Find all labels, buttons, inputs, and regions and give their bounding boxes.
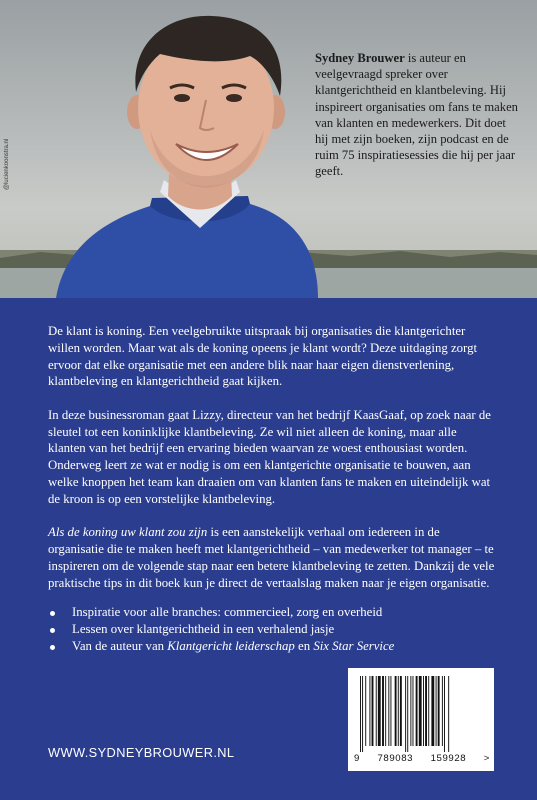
barcode-bar [378, 676, 381, 746]
barcode-bar [413, 676, 414, 746]
photo-credit: @lucienkoonstra.nl [4, 138, 10, 190]
barcode-bar [431, 676, 434, 746]
book-title: Als de koning uw klant zou zijn [48, 525, 208, 540]
barcode-bar [372, 676, 374, 746]
barcode-bar [390, 676, 391, 746]
bullet-icon [50, 645, 55, 650]
barcode-bar [448, 676, 449, 752]
barcode-bar [444, 676, 445, 752]
bullet-text: Van de auteur van [72, 638, 168, 653]
book-title-1: Klantgericht leiderschap [167, 638, 295, 653]
isbn-group-1: 789083 [377, 753, 414, 764]
paragraph-story: In deze businessroman gaat Lizzy, directeur van het bedrijf KaasGaaf, op zoek naar de sleutel tot een koninklijke klantbeleving. Ze wil niet alleen de koning, maar alle klanten van het bedrijf een ervaring bieden waarvan ze woest enthousiast worden. Onderweg leert ze wat er nodig is om een klantgerichte organisatie te bouwen, aan welke knoppen het team kan draaien om van klanten fans te maken en uiteindelijk wat de kroon is op een vorstelijke klantbeleving. [48, 407, 491, 506]
barcode-bar [442, 676, 443, 746]
barcode-bar [410, 676, 411, 746]
author-name: Sydney Brouwer [315, 51, 405, 65]
bullet-text: Lessen over klantgerichtheid in een verhalend jasje [72, 621, 335, 636]
barcode-bar [360, 676, 361, 752]
barcode-bar [400, 676, 402, 746]
author-photo [0, 0, 537, 298]
barcode-bar [436, 676, 437, 746]
barcode-bar [438, 676, 440, 746]
isbn-barcode [348, 668, 494, 771]
bullet-text: Inspiratie voor alle branches: commercieel, zorg en overheid [72, 604, 383, 619]
isbn-group-2: 159928 [430, 753, 467, 764]
barcode-bar [419, 676, 422, 746]
isbn-lead-digit: 9 [354, 753, 360, 764]
website-link[interactable]: WWW.SYDNEYBROUWER.NL [48, 745, 235, 760]
list-item [48, 621, 496, 638]
barcode-bar [388, 676, 389, 746]
barcode-bar [398, 676, 399, 746]
author-bio-text: is auteur en veelgevraagd spreker over klantgerichtheid en klantbeleving. Hij inspireert organisaties om fans te maken van klanten en medewerkers. Dit doet hij met zijn boeken, zijn podcast en de ruim 75 inspiratiesessies die hij per jaar geeft. [315, 51, 518, 179]
list-item [48, 638, 496, 655]
barcode-bar [425, 676, 427, 746]
barcode-bars [358, 676, 484, 756]
barcode-bar [395, 676, 397, 746]
barcode-bar [423, 676, 424, 746]
barcode-bar [385, 676, 386, 746]
barcode-bar [365, 676, 366, 746]
isbn-number [354, 753, 490, 764]
barcode-bar [362, 676, 363, 752]
bullet-icon [50, 611, 55, 616]
barcode-bar [405, 676, 406, 752]
author-bio [315, 50, 520, 180]
barcode-bar [376, 676, 377, 746]
summary-text: is een aanstekelijk verhaal om iedereen in de organisatie die te maken heeft met klantgerichtheid – van medewerker tot manager – te inspireren om de volgende stap naar een betere klantbeleving te zetten. Dankzij de vele praktische tips in dit boek kun je direct de vertaalslag maken naar je eigen organisatie. [48, 525, 495, 590]
book-title-2: Six Star Service [313, 638, 395, 653]
back-cover-text [48, 323, 496, 654]
barcode-bar [407, 676, 408, 752]
bullet-text: en [294, 638, 314, 653]
barcode-bar [428, 676, 429, 746]
bullet-icon [50, 628, 55, 633]
barcode-bar [416, 676, 418, 746]
feature-list [48, 604, 496, 654]
isbn-arrow: > [483, 753, 490, 764]
paragraph-intro: De klant is koning. Een veelgebruikte uitspraak bij organisaties die klantgerichter willen worden. Maar wat als de koning opeens je klant wordt? Deze uitdaging zorgt ervoor dat elke organisatie met een andere blik naar haar eigen dienstverlening, klantbeleving en klantgerichtheid gaat kijken. [48, 324, 478, 389]
barcode-bar [369, 676, 370, 746]
paragraph-summary [48, 524, 496, 591]
list-item [48, 604, 496, 621]
barcode-bar [382, 676, 384, 746]
